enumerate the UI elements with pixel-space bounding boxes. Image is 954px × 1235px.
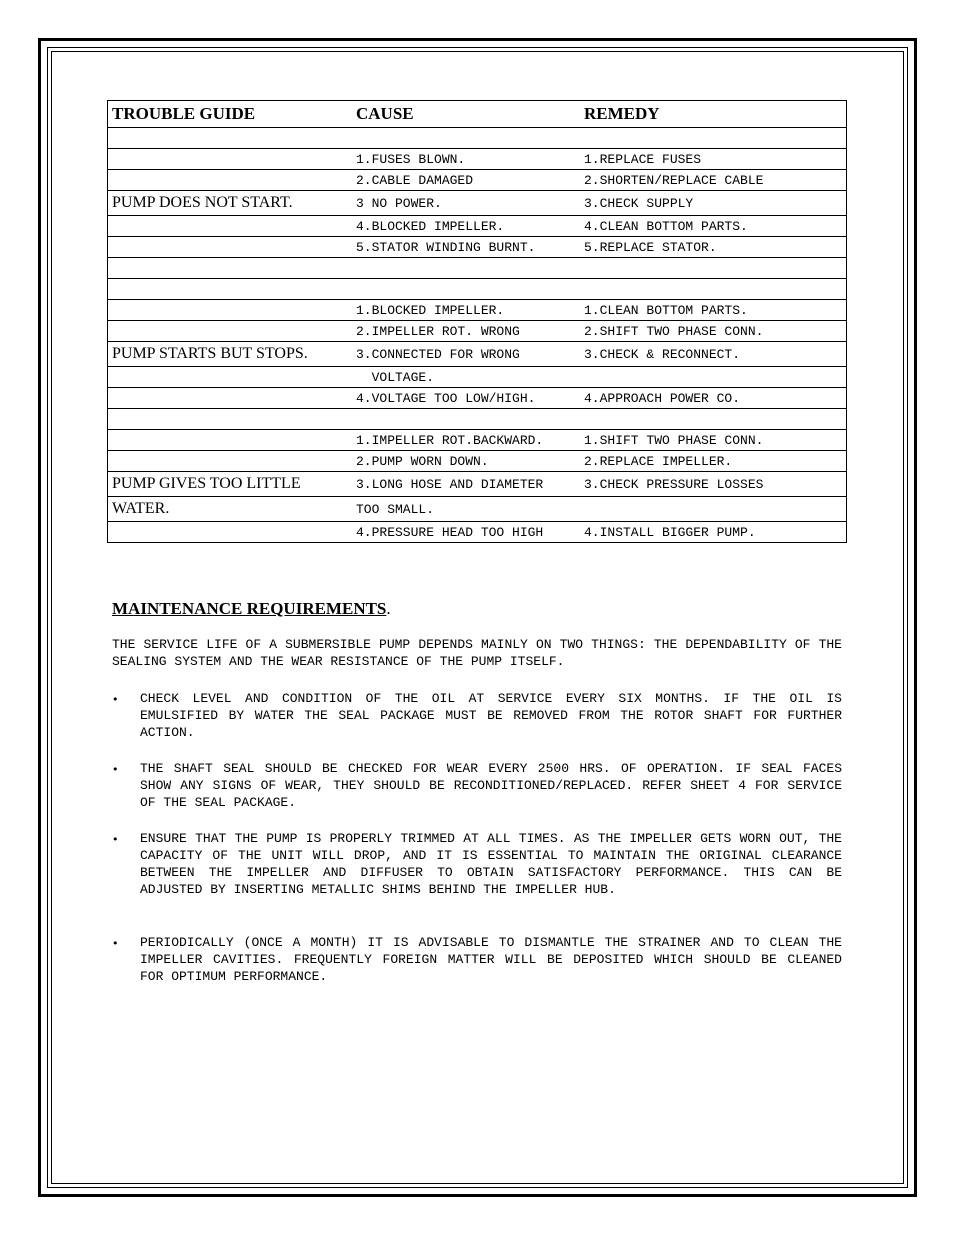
remedy-cell: 5.REPLACE STATOR.	[584, 237, 847, 258]
maintenance-bullet-2: THE SHAFT SEAL SHOULD BE CHECKED FOR WEAR EVERY 2500 HRS. OF OPERATION. IF SEAL FACES SHOW ANY SIGNS OF WEAR, THEY SHOULD BE RECONDITIONED/REPLACED. REFER SHEET 4 FOR SERVICE OF THE SEAL PACKAGE.	[140, 761, 842, 810]
maintenance-intro: THE SERVICE LIFE OF A SUBMERSIBLE PUMP DEPENDS MAINLY ON TWO THINGS: THE DEPENDABILITY OF THE SEALING SYSTEM AND THE WEAR RESISTANCE OF THE PUMP ITSELF.	[112, 637, 842, 669]
table-row	[108, 191, 847, 216]
trouble-guide-cell: PUMP STARTS BUT STOPS.	[108, 342, 357, 367]
trouble-guide-cell	[108, 300, 357, 321]
table-row	[108, 388, 847, 409]
trouble-guide-cell	[108, 430, 357, 451]
cause-cell: 5.STATOR WINDING BURNT.	[356, 237, 584, 258]
remedy-cell: 4.APPROACH POWER CO.	[584, 388, 847, 409]
maintenance-bullet-4: PERIODICALLY (ONCE A MONTH) IT IS ADVISABLE TO DISMANTLE THE STRAINER AND TO CLEAN THE IMPELLER CAVITIES. FREQUENTLY FOREIGN MATTER WILL BE DEPOSITED WHICH SHOULD BE CLEANED FOR OPTIMUM PERFORMANCE.	[140, 935, 842, 984]
bullet-2: •	[112, 763, 119, 776]
maintenance-title-suffix: .	[386, 599, 391, 618]
table-row	[108, 367, 847, 388]
cause-cell: 4.PRESSURE HEAD TOO HIGH	[356, 522, 584, 543]
table-row	[108, 522, 847, 543]
remedy-cell: 4.INSTALL BIGGER PUMP.	[584, 522, 847, 543]
table-row	[108, 279, 847, 300]
cause-cell: 3.CONNECTED FOR WRONG	[356, 342, 584, 367]
cause-cell: 3.LONG HOSE AND DIAMETER	[356, 472, 584, 497]
table-row	[108, 216, 847, 237]
remedy-cell	[584, 367, 847, 388]
remedy-cell	[584, 128, 847, 149]
trouble-guide-cell	[108, 170, 357, 191]
trouble-guide-cell	[108, 128, 357, 149]
table-row	[108, 321, 847, 342]
cause-cell: 4.VOLTAGE TOO LOW/HIGH.	[356, 388, 584, 409]
bullet-3: •	[112, 833, 119, 846]
table-row	[108, 300, 847, 321]
trouble-guide-cell	[108, 149, 357, 170]
remedy-cell: 3.CHECK SUPPLY	[584, 191, 847, 216]
cause-cell	[356, 258, 584, 279]
table-row	[108, 409, 847, 430]
trouble-guide-cell: PUMP DOES NOT START.	[108, 191, 357, 216]
cause-cell: 1.BLOCKED IMPELLER.	[356, 300, 584, 321]
cause-cell: 4.BLOCKED IMPELLER.	[356, 216, 584, 237]
header-remedy: REMEDY	[584, 101, 847, 128]
header-trouble-guide: TROUBLE GUIDE	[108, 101, 357, 128]
remedy-cell: 1.REPLACE FUSES	[584, 149, 847, 170]
bullet-1: •	[112, 693, 119, 706]
table-header-row	[108, 101, 847, 128]
bullet-4: •	[112, 937, 119, 950]
cause-cell: VOLTAGE.	[356, 367, 584, 388]
table-row	[108, 430, 847, 451]
trouble-guide-cell	[108, 409, 357, 430]
table-row	[108, 342, 847, 367]
trouble-guide-cell	[108, 321, 357, 342]
maintenance-title-text: MAINTENANCE REQUIREMENTS	[112, 599, 387, 618]
remedy-cell	[584, 497, 847, 522]
remedy-cell: 2.REPLACE IMPELLER.	[584, 451, 847, 472]
trouble-guide-cell: WATER.	[108, 497, 357, 522]
cause-cell	[356, 128, 584, 149]
trouble-guide-cell	[108, 237, 357, 258]
trouble-guide-cell	[108, 522, 357, 543]
remedy-cell	[584, 409, 847, 430]
trouble-guide-cell	[108, 388, 357, 409]
table-row	[108, 497, 847, 522]
table-row	[108, 170, 847, 191]
table-row	[108, 258, 847, 279]
cause-cell: 3 NO POWER.	[356, 191, 584, 216]
remedy-cell	[584, 279, 847, 300]
cause-cell	[356, 279, 584, 300]
table-row	[108, 237, 847, 258]
cause-cell: 1.FUSES BLOWN.	[356, 149, 584, 170]
header-cause: CAUSE	[356, 101, 584, 128]
cause-cell: 2.CABLE DAMAGED	[356, 170, 584, 191]
trouble-guide-cell	[108, 279, 357, 300]
cause-cell: 1.IMPELLER ROT.BACKWARD.	[356, 430, 584, 451]
table-row	[108, 472, 847, 497]
remedy-cell: 2.SHORTEN/REPLACE CABLE	[584, 170, 847, 191]
trouble-guide-cell	[108, 367, 357, 388]
remedy-cell: 3.CHECK PRESSURE LOSSES	[584, 472, 847, 497]
maintenance-bullet-3: ENSURE THAT THE PUMP IS PROPERLY TRIMMED AT ALL TIMES. AS THE IMPELLER GETS WORN OUT, THE CAPACITY OF THE UNIT WILL DROP, AND IT IS ESSENTIAL TO MAINTAIN THE ORIGINAL CLEARANCE BETWEEN THE IMPELLER AND DIFFUSER TO OBTAIN SATISFACTORY PERFORMANCE. THIS CAN BE ADJUSTED BY INSERTING METALLIC SHIMS BEHIND THE IMPELLER HUB.	[140, 831, 842, 897]
remedy-cell: 1.SHIFT TWO PHASE CONN.	[584, 430, 847, 451]
remedy-cell: 3.CHECK & RECONNECT.	[584, 342, 847, 367]
trouble-guide-cell	[108, 451, 357, 472]
trouble-guide-table	[107, 100, 847, 543]
maintenance-title	[112, 599, 391, 619]
cause-cell	[356, 409, 584, 430]
trouble-guide-cell	[108, 216, 357, 237]
remedy-cell: 2.SHIFT TWO PHASE CONN.	[584, 321, 847, 342]
cause-cell: 2.PUMP WORN DOWN.	[356, 451, 584, 472]
remedy-cell: 1.CLEAN BOTTOM PARTS.	[584, 300, 847, 321]
trouble-guide-cell	[108, 258, 357, 279]
table-row	[108, 128, 847, 149]
trouble-guide-cell: PUMP GIVES TOO LITTLE	[108, 472, 357, 497]
remedy-cell	[584, 258, 847, 279]
table-row	[108, 451, 847, 472]
cause-cell: 2.IMPELLER ROT. WRONG	[356, 321, 584, 342]
table-row	[108, 149, 847, 170]
remedy-cell: 4.CLEAN BOTTOM PARTS.	[584, 216, 847, 237]
cause-cell: TOO SMALL.	[356, 497, 584, 522]
maintenance-bullet-1: CHECK LEVEL AND CONDITION OF THE OIL AT SERVICE EVERY SIX MONTHS. IF THE OIL IS EMULSIFIED BY WATER THE SEAL PACKAGE MUST BE REMOVED FROM THE ROTOR SHAFT FOR FURTHER ACTION.	[140, 691, 842, 740]
